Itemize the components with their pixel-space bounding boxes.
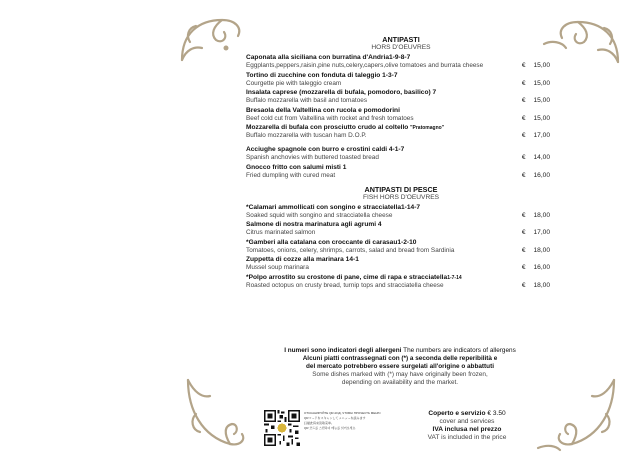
item-price (522, 97, 550, 105)
menu-item (246, 72, 556, 88)
price-value: 15,00 (533, 97, 550, 104)
frozen-it-2: del mercato potrebbero essere surgelati all'origine o abbattuti (306, 363, 494, 370)
qr-instructions (304, 411, 410, 431)
price-value: 16,00 (533, 171, 550, 179)
item-desc: Roasted octopus on crusty bread, turnip tops and stracciatella cheese (246, 281, 444, 289)
item-price (522, 247, 550, 255)
cover-line (402, 410, 532, 418)
currency: € (521, 114, 526, 122)
menu-item (246, 146, 556, 162)
currency: € (521, 246, 526, 254)
item-name (246, 274, 556, 282)
item-name: Insalata caprese (mozzarella di bufala, pomodoro, basilico) 7 (246, 89, 437, 96)
price-value: 18,00 (533, 246, 550, 254)
item-desc: Tomatoes, onions, celery, shrimps, carrots, salad and bread from Sardinia (246, 246, 455, 254)
item-price (522, 154, 550, 162)
item-name: Gnocco fritto con salumi misti 1 (246, 163, 347, 171)
item-price (522, 212, 550, 220)
item-price (522, 132, 550, 140)
currency: € (521, 229, 526, 236)
qr-line-ko: QR 코드를 스캔하여 메뉴를 읽어보세요. (304, 426, 357, 430)
currency: € (521, 97, 526, 104)
ornament-top-left-icon (176, 12, 246, 67)
menu-item (246, 164, 556, 180)
menu-item (246, 54, 556, 70)
item-name: Tortino di zucchine con fonduta di taleggio 1-3-7 (246, 71, 398, 79)
frozen-en-1: Some dishes marked with (*) may have originally been frozen, (312, 371, 488, 378)
pesce-title: ANTIPASTI DI PESCE (364, 184, 438, 194)
qr-code-icon[interactable] (264, 410, 300, 446)
cover-label: Coperto e servizio (428, 410, 486, 417)
item-desc: Spanish anchovies with buttered toasted bread (246, 154, 379, 161)
currency: € (521, 132, 526, 139)
qr-line-ja: QRコードをスキャンしてメニューを読みます (304, 416, 366, 420)
pesce-subtitle: FISH HORS D'OEUVRES (363, 193, 439, 201)
item-desc: Beef cold cut from Valtellina with rocket and fresh tomatoes (246, 114, 414, 122)
menu-item (246, 221, 556, 237)
menu-page (246, 36, 556, 290)
qr-line-ru: ОТСКАНИРУЙТЕ QR-КОД, ЧТОБЫ ПРОЧЕСТЬ МЕНЮ (304, 411, 381, 415)
item-desc: Mussel soup marinara (246, 264, 309, 271)
item-price (522, 172, 550, 180)
menu-item (246, 89, 556, 105)
cover-en: cover and services (439, 418, 495, 425)
cover-price: € 3.50 (487, 410, 506, 417)
item-desc: Fried dumpling with cured meat (246, 171, 336, 179)
price-value: 15,00 (533, 79, 550, 87)
currency: € (521, 79, 526, 87)
menu-item (246, 107, 556, 123)
item-price (522, 282, 550, 290)
allergen-notes (250, 347, 550, 387)
currency: € (521, 154, 526, 161)
item-price (522, 80, 550, 88)
price-value: 15,00 (533, 62, 550, 69)
currency: € (521, 281, 526, 289)
frozen-en-2: depending on availability and the market. (341, 379, 459, 386)
cover-charge (402, 410, 532, 442)
item-price (522, 229, 550, 237)
item-name: Salmone di nostra marinatura agli agrumi 4 (246, 221, 382, 228)
frozen-it-1: Alcuni piatti contrassegnati con (*) a seconda delle reperibilità e (302, 355, 498, 362)
item-name-suffix: "Pratomagno" (410, 125, 445, 131)
price-value: 18,00 (533, 281, 550, 289)
currency: € (521, 62, 526, 69)
price-value: 14,00 (533, 154, 550, 161)
ornament-bottom-right-icon (532, 378, 622, 453)
menu-item (246, 124, 556, 140)
price-value: 18,00 (533, 211, 550, 219)
item-name-main: Mozzarella di bufala con prosciutto crudo al coltello (246, 124, 409, 131)
item-price (522, 264, 550, 272)
price-value: 17,00 (533, 229, 550, 236)
vat-en: VAT is included in the price (427, 434, 507, 441)
currency: € (521, 171, 526, 179)
menu-item (246, 256, 556, 272)
menu-item (246, 204, 556, 220)
item-name: Caponata alla siciliana con burratina d'Andria1-9-8-7 (246, 54, 411, 61)
menu-item (246, 239, 556, 255)
antipasti-title: ANTIPASTI (382, 35, 420, 44)
item-name: Zuppetta di cozze alla marinara 14-1 (246, 256, 359, 263)
item-desc: Courgette pie with taleggio cream (246, 79, 342, 87)
item-price (522, 115, 550, 123)
allergen-it: I numeri sono indicatori degli allergeni (284, 347, 402, 354)
item-desc: Buffalo mozzarella with tuscan ham D.O.P. (246, 132, 367, 139)
item-desc: Eggplants,peppers,raisin,pine nuts,celery,capers,olive tomatoes and burrata cheese (246, 62, 484, 69)
currency: € (521, 211, 526, 219)
item-name-main: *Polpo arrostito su crostone di pane, cime di rapa e stracciatella (246, 273, 448, 281)
ornament-bottom-left-icon (180, 378, 252, 453)
item-name: *Gamberi alla catalana con croccante di carasau1-2-10 (246, 238, 417, 246)
item-name: Acciughe spagnole con burro e crostini caldi 4-1-7 (246, 146, 405, 153)
menu-item (246, 274, 556, 290)
item-name (246, 124, 556, 132)
currency: € (521, 264, 526, 271)
price-value: 17,00 (533, 132, 550, 139)
price-value: 15,00 (533, 114, 550, 122)
item-desc: Soaked squid with songino and stracciatella cheese (246, 211, 393, 219)
vat-it: IVA inclusa nel prezzo (432, 426, 502, 433)
price-value: 16,00 (533, 264, 550, 271)
antipasti-subtitle: HORS D'OEUVRES (371, 44, 431, 51)
item-price (522, 62, 550, 70)
qr-line-zh: 扫描此码来读取菜单。 (304, 421, 335, 425)
item-desc: Citrus marinated salmon (246, 229, 316, 236)
allergen-line (250, 347, 550, 355)
item-name: *Calamari ammollicati con songino e stracciatella1-14-7 (246, 203, 421, 211)
item-name: Bresaola della Valtellina con rucola e pomodorini (246, 106, 400, 114)
item-desc: Buffalo mozzarella with basil and tomatoes (246, 97, 368, 104)
allergen-en: The numbers are indicators of allergens (403, 347, 516, 354)
item-name-suffix: 1-7-14 (447, 274, 462, 281)
